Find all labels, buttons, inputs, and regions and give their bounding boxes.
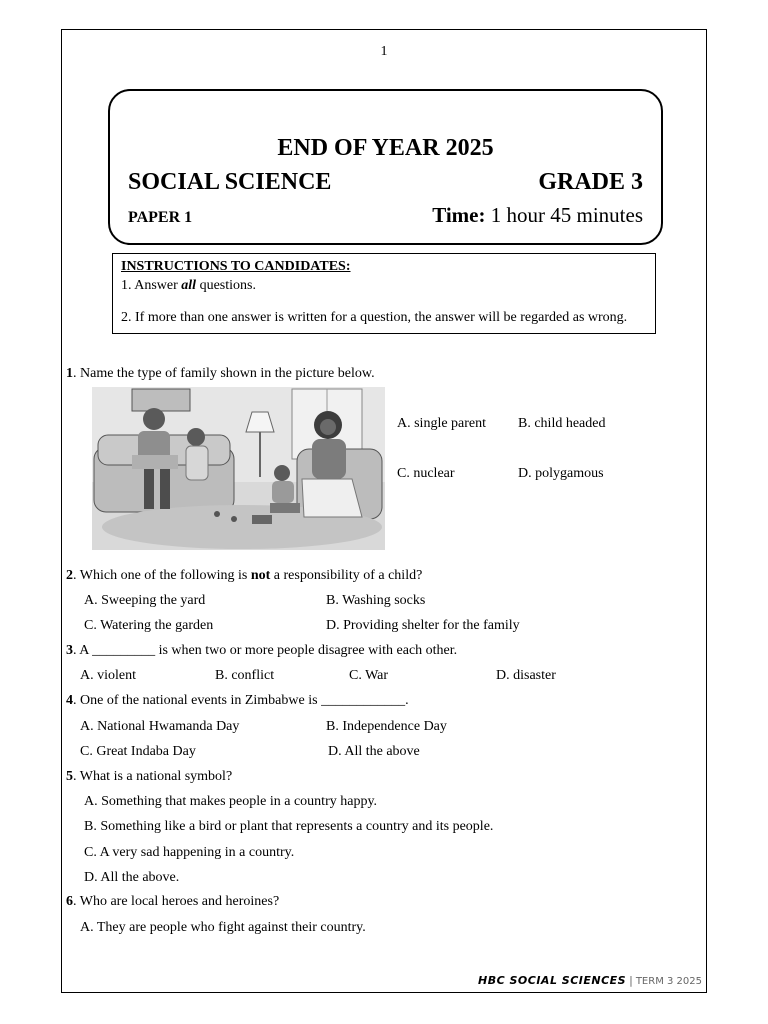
footer-brand: HBC SOCIAL SCIENCES: [478, 974, 627, 987]
q5-option-b: B. Something like a bird or plant that represents a country and its people.: [84, 819, 494, 834]
family-picture: [92, 387, 385, 550]
question-5: 5. What is a national symbol?: [66, 769, 233, 784]
exam-title: END OF YEAR 2025: [277, 135, 494, 161]
footer-term: TERM 3 2025: [635, 976, 702, 987]
q1-option-a: A. single parent: [397, 416, 487, 431]
q5-option-a: A. Something that makes people in a country happy.: [84, 794, 378, 809]
q5-option-c: C. A very sad happening in a country.: [84, 845, 295, 860]
q4-option-b: B. Independence Day: [326, 719, 447, 734]
q2-option-a: A. Sweeping the yard: [84, 593, 206, 608]
paper-label: PAPER 1: [128, 209, 193, 226]
family-illustration: [92, 387, 385, 550]
question-6: 6. Who are local heroes and heroines?: [66, 894, 280, 909]
instruction-2: 2. If more than one answer is written for a question, the answer will be regarded as wrong.: [121, 310, 628, 325]
q5-option-d: D. All the above.: [84, 870, 180, 885]
q2-option-b: B. Washing socks: [326, 593, 426, 608]
q4-option-c: C. Great Indaba Day: [80, 744, 196, 759]
q4-option-d: D. All the above: [328, 744, 420, 759]
q1-option-c: C. nuclear: [397, 466, 455, 481]
instruction-1: 1. Answer all questions.: [121, 278, 256, 293]
q1-option-d: D. polygamous: [518, 466, 604, 481]
q3-option-a: A. violent: [80, 668, 136, 683]
question-4: 4. One of the national events in Zimbabwe is ____________.: [66, 693, 409, 708]
page-footer: [478, 974, 702, 987]
footer-separator: |: [629, 974, 633, 987]
q2-option-d: D. Providing shelter for the family: [326, 618, 520, 633]
q6-option-a: A. They are people who fight against their country.: [80, 920, 366, 935]
question-3: 3. A _________ is when two or more people disagree with each other.: [66, 643, 458, 658]
grade-label: GRADE 3: [538, 169, 643, 195]
question-2: 2. Which one of the following is not a responsibility of a child?: [66, 568, 423, 583]
q3-option-c: C. War: [349, 668, 389, 683]
instructions-heading: INSTRUCTIONS TO CANDIDATES:: [121, 259, 351, 274]
q1-option-b: B. child headed: [518, 416, 606, 431]
instructions-box: [112, 253, 656, 334]
exam-page: [61, 29, 707, 993]
q4-option-a: A. National Hwamanda Day: [80, 719, 240, 734]
q2-option-c: C. Watering the garden: [84, 618, 214, 633]
q3-option-b: B. conflict: [215, 668, 275, 683]
question-1: 1. Name the type of family shown in the picture below.: [66, 366, 375, 381]
q3-option-d: D. disaster: [496, 668, 556, 683]
time-label: Time: 1 hour 45 minutes: [432, 203, 643, 227]
page-number: 1: [380, 44, 388, 59]
exam-header: [108, 89, 663, 245]
subject-label: SOCIAL SCIENCE: [128, 169, 332, 195]
